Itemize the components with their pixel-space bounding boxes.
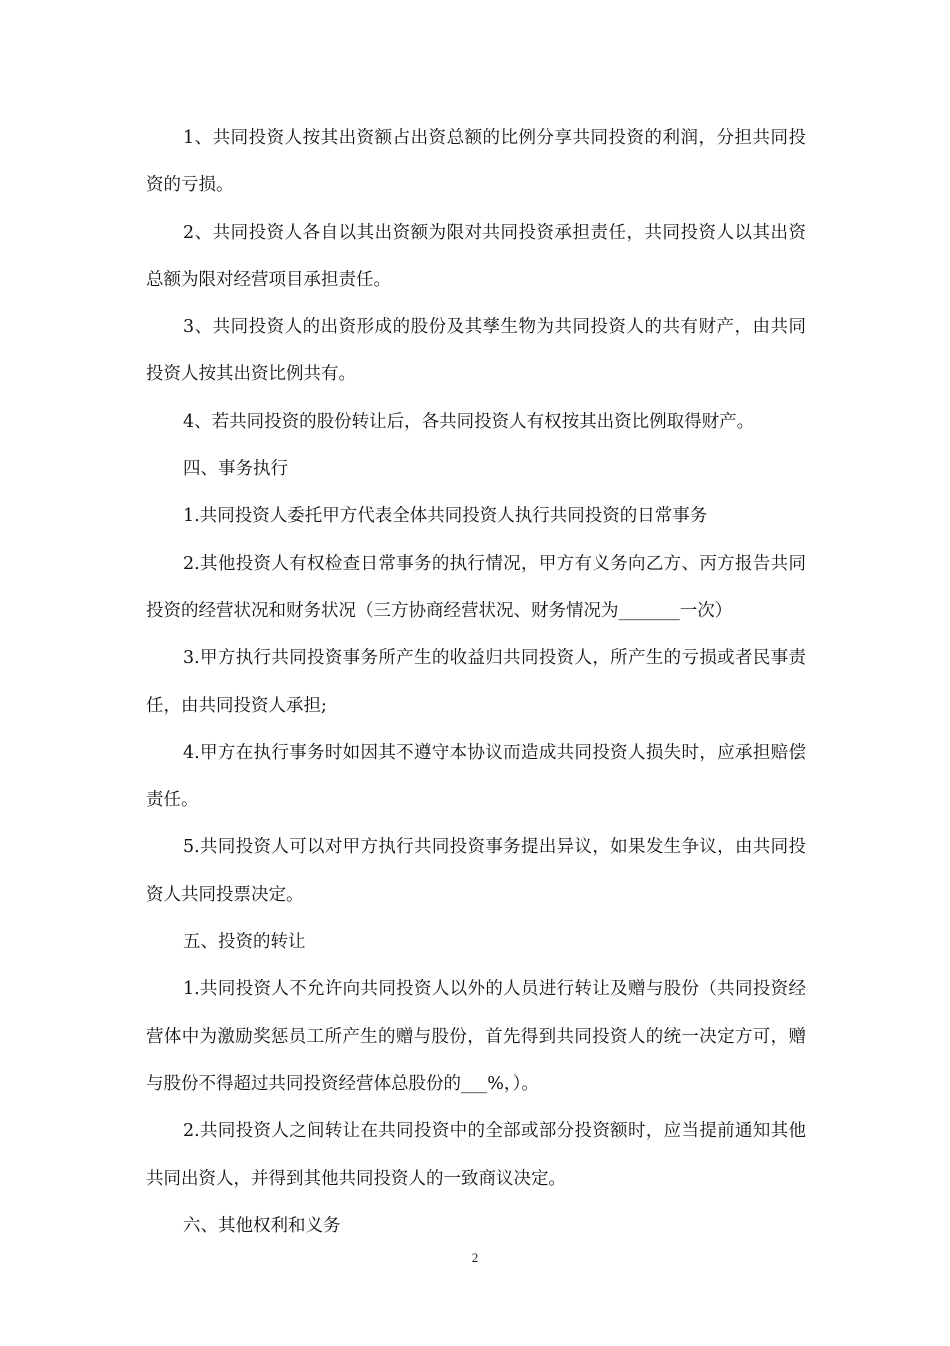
page-number: 2 xyxy=(471,1250,479,1265)
paragraph-transfer-restriction: 1.共同投资人不允许向共同投资人以外的人员进行转让及赠与股份（共同投资经营体中为激励奖惩员工所产生的赠与股份，首先得到共同投资人的统一决定方可，赠与股份不得超过共同投资经营体总股份的___%，）。 xyxy=(146,979,806,1094)
section-heading-other-rights: 六、其他权利和义务 xyxy=(183,1215,341,1236)
paragraph-profit-loss-attribution: 3.甲方执行共同投资事务所产生的收益归共同投资人，所产生的亏损或者民事责任，由共同投资人承担; xyxy=(146,648,806,716)
paragraph-objection-vote: 5.共同投资人可以对甲方执行共同投资事务提出异议，如果发生争议，由共同投资人共同投票决定。 xyxy=(146,837,806,905)
section-heading-investment-transfer: 五、投资的转让 xyxy=(183,932,306,953)
document-body xyxy=(146,115,806,1250)
paragraph-compensation: 4.甲方在执行事务时如因其不遵守本协议而造成共同投资人损失时，应承担赔偿责任。 xyxy=(146,742,806,811)
paragraph-inspection-rights: 2.其他投资人有权检查日常事务的执行情况，甲方有义务向乙方、丙方报告共同投资的经营状况和财务状况（三方协商经营状况、财务情况为_______一次） xyxy=(146,553,806,621)
paragraph-delegation: 1.共同投资人委托甲方代表全体共同投资人执行共同投资的日常事务 xyxy=(183,506,708,527)
paragraph-share-transfer-property: 4、若共同投资的股份转让后，各共同投资人有权按其出资比例取得财产。 xyxy=(183,411,755,432)
paragraph-liability-limit: 2、共同投资人各自以其出资额为限对共同投资承担责任，共同投资人以其出资总额为限对经营项目承担责任。 xyxy=(146,222,806,290)
paragraph-internal-transfer: 2.共同投资人之间转让在共同投资中的全部或部分投资额时，应当提前通知其他共同出资人，并得到其他共同投资人的一致商议决定。 xyxy=(146,1121,806,1189)
section-heading-affairs-execution: 四、事务执行 xyxy=(183,459,288,480)
paragraph-common-property: 3、共同投资人的出资形成的股份及其孳生物为共同投资人的共有财产，由共同投资人按其出资比例共有。 xyxy=(146,317,806,385)
paragraph-profit-sharing: 1、共同投资人按其出资额占出资总额的比例分享共同投资的利润，分担共同投资的亏损。 xyxy=(146,128,806,196)
